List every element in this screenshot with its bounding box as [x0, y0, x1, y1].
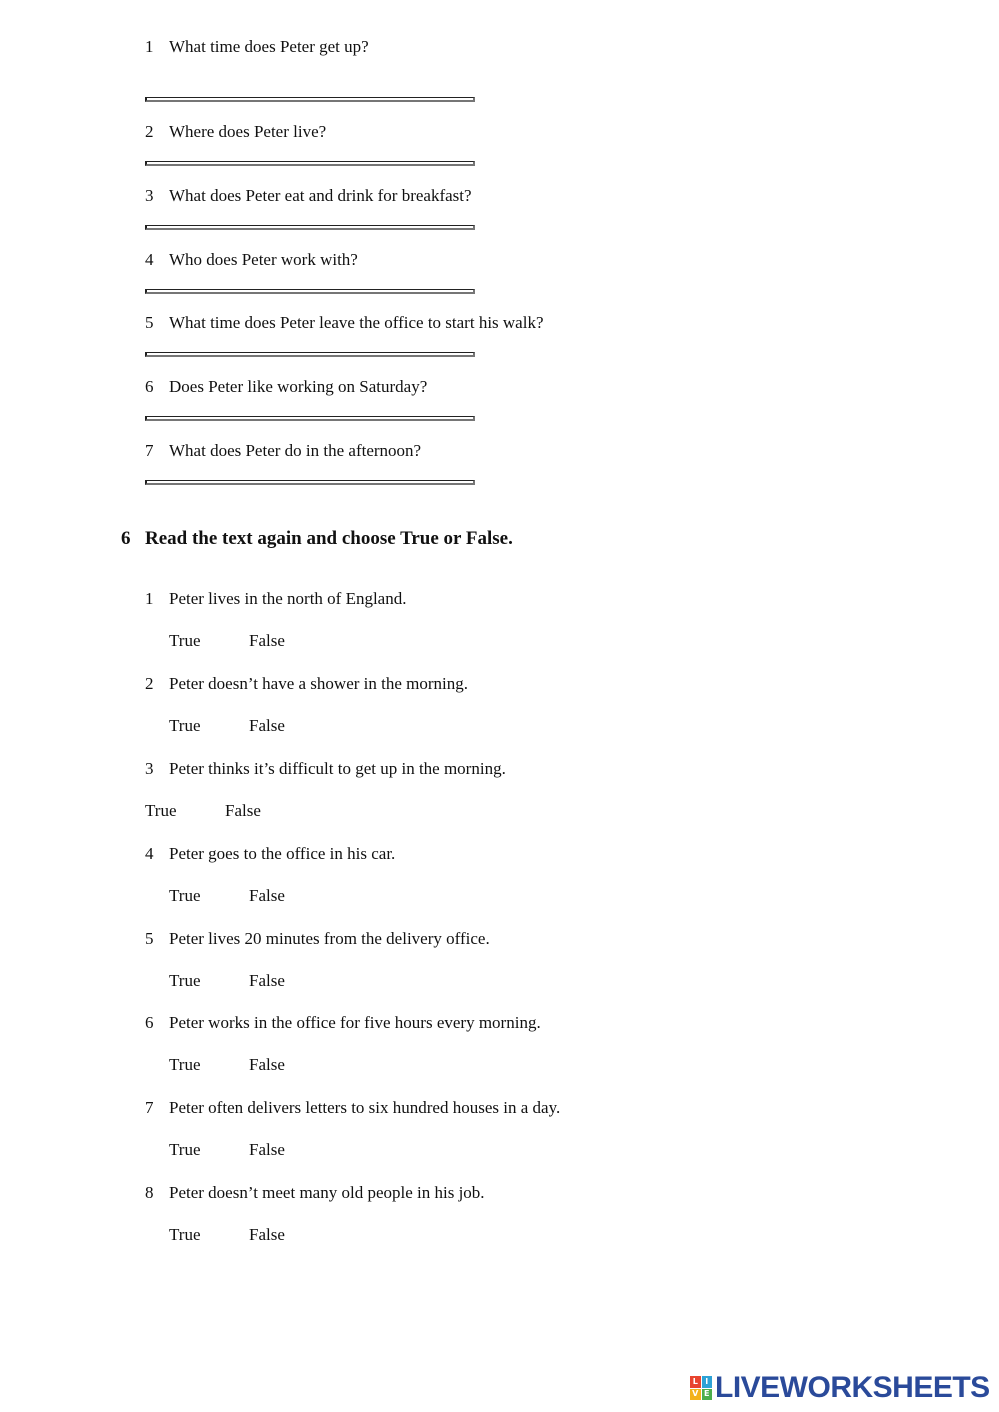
logo-text: LIVEWORKSHEETS — [715, 1371, 990, 1404]
statement-number: 6 — [145, 1013, 154, 1032]
question-5 — [145, 313, 544, 333]
statement-number: 4 — [145, 844, 154, 863]
statement-text: Peter lives in the north of England. — [169, 589, 407, 608]
question-4 — [145, 250, 358, 270]
question-text: What does Peter do in the afternoon? — [169, 441, 422, 460]
true-option[interactable]: True — [169, 1225, 201, 1244]
true-false-choice-5 — [169, 971, 329, 991]
true-false-choice-6 — [169, 1055, 329, 1075]
true-option[interactable]: True — [169, 716, 201, 735]
question-1 — [145, 37, 369, 57]
statement-number: 2 — [145, 674, 154, 693]
answer-line-5[interactable] — [145, 352, 475, 357]
logo-tile-v: V — [690, 1389, 701, 1401]
true-option[interactable]: True — [169, 1055, 201, 1074]
question-number: 6 — [145, 377, 154, 396]
true-false-choice-3 — [145, 801, 305, 821]
statement-text: Peter goes to the office in his car. — [169, 844, 396, 863]
statement-5 — [145, 929, 490, 949]
true-false-choice-4 — [169, 886, 329, 906]
question-text: Where does Peter live? — [169, 122, 327, 141]
true-option[interactable]: True — [169, 886, 201, 905]
question-3 — [145, 186, 472, 206]
question-6 — [145, 377, 427, 397]
false-option[interactable]: False — [249, 716, 285, 735]
false-option[interactable]: False — [249, 886, 285, 905]
statement-text: Peter works in the office for five hours every morning. — [169, 1013, 541, 1032]
logo-tile-l: L — [690, 1376, 701, 1388]
logo-tile-i: I — [702, 1376, 713, 1388]
true-false-choice-7 — [169, 1140, 329, 1160]
false-option[interactable]: False — [249, 1225, 285, 1244]
statement-number: 3 — [145, 759, 154, 778]
answer-line-7[interactable] — [145, 480, 475, 485]
statement-8 — [145, 1183, 485, 1203]
answer-line-1[interactable] — [145, 97, 475, 102]
true-option[interactable]: True — [169, 971, 201, 990]
section-title: Read the text again and choose True or False. — [145, 528, 513, 549]
question-number: 5 — [145, 313, 154, 332]
question-7 — [145, 441, 421, 461]
question-number: 4 — [145, 250, 154, 269]
statement-3 — [145, 759, 506, 779]
statement-number: 7 — [145, 1098, 154, 1117]
false-option[interactable]: False — [249, 1055, 285, 1074]
statement-text: Peter thinks it’s difficult to get up in the morning. — [169, 759, 506, 778]
false-option[interactable]: False — [249, 971, 285, 990]
logo-mark-icon — [690, 1376, 712, 1400]
section-6-heading — [121, 528, 513, 550]
statement-number: 8 — [145, 1183, 154, 1202]
statement-6 — [145, 1013, 541, 1033]
statement-number: 1 — [145, 589, 154, 608]
true-false-choice-8 — [169, 1225, 329, 1245]
true-option[interactable]: True — [169, 631, 201, 650]
statement-7 — [145, 1098, 560, 1118]
statement-text: Peter lives 20 minutes from the delivery office. — [169, 929, 490, 948]
statement-text: Peter doesn’t meet many old people in his job. — [169, 1183, 485, 1202]
statement-text: Peter often delivers letters to six hundred houses in a day. — [169, 1098, 561, 1117]
false-option[interactable]: False — [225, 801, 261, 820]
question-text: Who does Peter work with? — [169, 250, 358, 269]
question-text: What does Peter eat and drink for breakfast? — [169, 186, 472, 205]
true-option[interactable]: True — [145, 801, 177, 820]
statement-1 — [145, 589, 406, 609]
statement-4 — [145, 844, 395, 864]
question-text: What time does Peter get up? — [169, 37, 369, 56]
true-option[interactable]: True — [169, 1140, 201, 1159]
answer-line-2[interactable] — [145, 161, 475, 166]
question-text: What time does Peter leave the office to start his walk? — [169, 313, 544, 332]
true-false-choice-2 — [169, 716, 329, 736]
liveworksheets-logo — [690, 1372, 990, 1404]
statement-number: 5 — [145, 929, 154, 948]
statement-text: Peter doesn’t have a shower in the morning. — [169, 674, 469, 693]
answer-line-6[interactable] — [145, 416, 475, 421]
answer-line-3[interactable] — [145, 225, 475, 230]
false-option[interactable]: False — [249, 1140, 285, 1159]
question-number: 7 — [145, 441, 154, 460]
question-number: 3 — [145, 186, 154, 205]
question-number: 2 — [145, 122, 154, 141]
question-2 — [145, 122, 326, 142]
question-number: 1 — [145, 37, 154, 56]
false-option[interactable]: False — [249, 631, 285, 650]
logo-tile-e: E — [702, 1389, 713, 1401]
answer-line-4[interactable] — [145, 289, 475, 294]
section-number: 6 — [121, 528, 131, 549]
true-false-choice-1 — [169, 631, 329, 651]
question-text: Does Peter like working on Saturday? — [169, 377, 428, 396]
statement-2 — [145, 674, 468, 694]
